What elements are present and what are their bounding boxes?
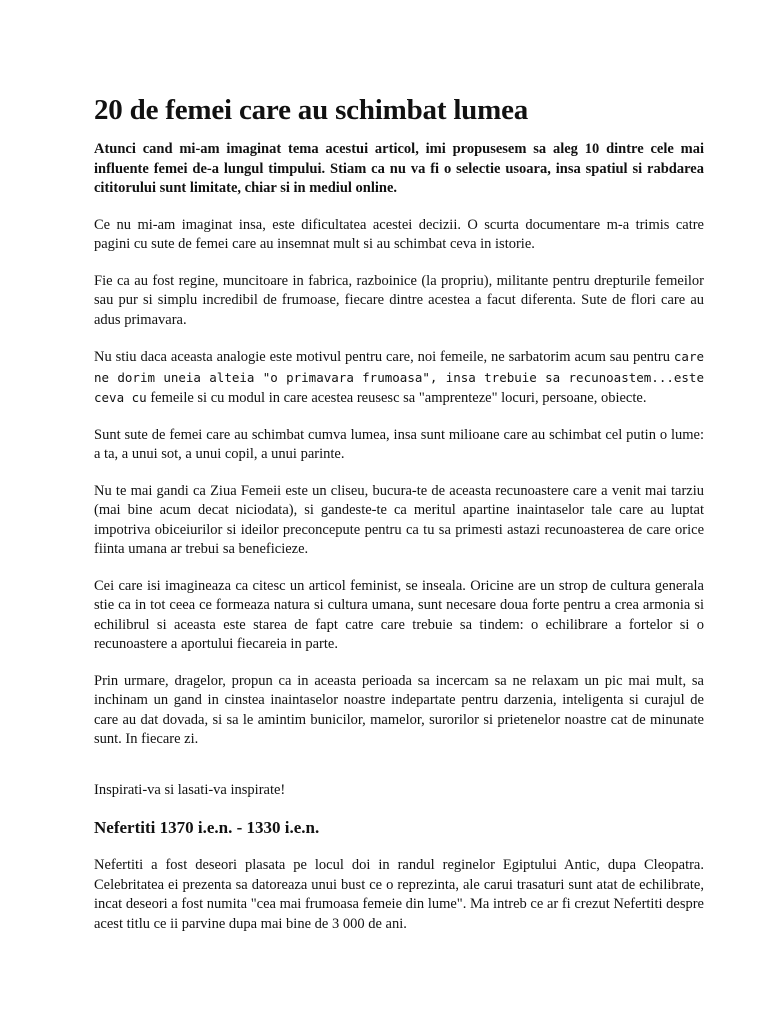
paragraph-3-part-b: femeile si cu modul in care acestea reusesc sa "amprenteze" locuri, persoane, obiecte. — [146, 390, 647, 406]
document-page — [94, 92, 704, 951]
paragraph-4: Sunt sute de femei care au schimbat cumva lumea, insa sunt milioane care au schimbat cel putin o lume: a ta, a unui sot, a unui copil, a unui parinte. — [94, 426, 704, 462]
paragraph-3-mono-text: care ne dorim uneia alteia "o primavara frumoasa", insa trebuie sa recunoastem...este ceva cu — [94, 349, 704, 405]
paragraph-8: Inspirati-va si lasati-va inspirate! — [94, 781, 286, 798]
paragraph-5: Nu te mai gandi ca Ziua Femeii este un cliseu, bucura-te de aceasta recunoastere care a venit mai tarziu (mai bine acum decat niciodata), si gandeste-te ca meritul apartine inaintaselor tale care au luptat impotriva obiceiurilor si ideilor preconcepute pentru ca tu sa primesti astazi recunoasterea de care orice fiinta umana ar trebui sa beneficieze. — [94, 482, 704, 557]
spacer — [94, 767, 704, 781]
paragraph-7: Prin urmare, dragelor, propun ca in aceasta perioada sa incercam sa ne relaxam un pic mai mult, sa inchinam un gand in cinstea inaintaselor noastre indepartate pentru darzenia, inteligenta si curajul de care au dat dovada, si sa le amintim bunicilor, mamelor, surorilor si prietenelor noastre cat de minunate sunt. In fiecare zi. — [94, 672, 704, 747]
lead-paragraph: Atunci cand mi-am imaginat tema acestui articol, imi propusesem sa aleg 10 dintre cele mai influente femei de-a lungul timpului. Stiam ca nu va fi o selectie usoara, insa spatiul si rabdarea cititorului sunt limitate, chiar si in mediul online. — [94, 141, 704, 196]
paragraph-6: Cei care isi imagineaza ca citesc un articol feminist, se inseala. Oricine are un strop de cultura generala stie ca in tot ceea ce formeaza natura si cultura umana, sunt necesare doua forte pentru a crea armonia si echilibrul si aceasta este starea de fapt catre care trebuie sa tindem: o echilibrare a fortelor si o recunoastere a aportului fiecareia in parte. — [94, 577, 704, 652]
paragraph-3-part-a: Nu stiu daca aceasta analogie este motivul pentru care, noi femeile, ne sarbatorim acum sau pentru — [94, 349, 674, 365]
paragraph-2: Fie ca au fost regine, muncitoare in fabrica, razboinice (la propriu), militante pentru drepturile femeilor sau pur si simplu incredibil de frumoase, fiecare dintre acestea a facut diferenta. Sute de flori care au adus primavara. — [94, 272, 704, 328]
article-title: 20 de femei care au schimbat lumea — [94, 94, 529, 126]
paragraph-9: Nefertiti a fost deseori plasata pe locul doi in randul reginelor Egiptului Antic, dupa Cleopatra. Celebritatea ei prezenta sa datoreaza unui bust ce o reprezinta, ale carui trasaturi sunt atat de echilibrate, incat deseori a fost numita "cea mai frumoasa femeie din lume". Ma intreb ce ar fi crezut Nefertiti despre acest titlu ce ii parvine dupa mai bine de 3 000 de ani. — [94, 857, 704, 932]
section-heading: Nefertiti 1370 i.e.n. - 1330 i.e.n. — [94, 818, 320, 837]
paragraph-1: Ce nu mi-am imaginat insa, este dificultatea acestei decizii. O scurta documentare m-a trimis catre pagini cu sute de femei care au insemnat mult si au schimbat ceva in istorie. — [94, 216, 704, 252]
paragraph-3 — [94, 347, 704, 409]
